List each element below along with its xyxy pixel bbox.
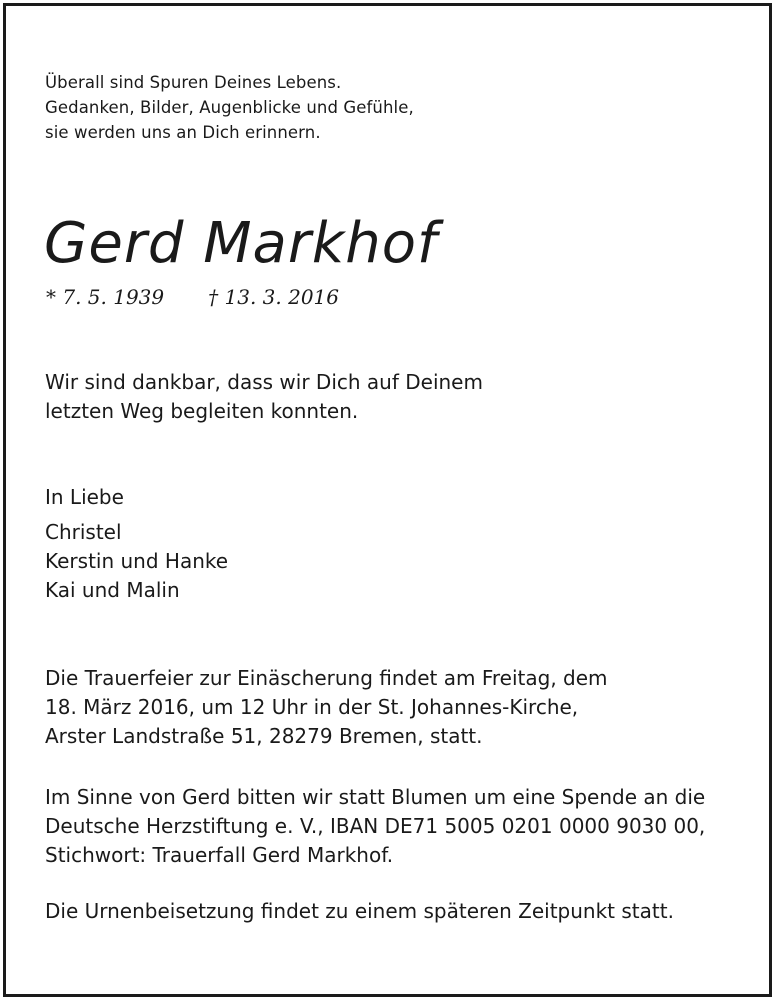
urn-text: Die Urnenbeisetzung findet zu einem späteren Zeitpunkt statt.: [45, 899, 674, 923]
urn-burial-info: [45, 897, 674, 926]
funeral-line: Die Trauerfeier zur Einäscherung findet am Freitag, dem: [45, 666, 608, 690]
thanks-line: letzten Weg begleiten konnten.: [45, 399, 359, 423]
verse-line: Gedanken, Bilder, Augenblicke und Gefühle,: [45, 98, 414, 117]
donation-line: Deutsche Herzstiftung e. V., IBAN DE71 5005 0201 0000 9030 00,: [45, 814, 706, 838]
donation-line: Stichwort: Trauerfall Gerd Markhof.: [45, 843, 394, 867]
deceased-name: Gerd Markhof: [44, 211, 438, 276]
family-member: Christel: [45, 520, 122, 544]
verse-line: sie werden uns an Dich erinnern.: [45, 123, 321, 142]
thanks-line: Wir sind dankbar, dass wir Dich auf Deinem: [45, 370, 483, 394]
funeral-info: [45, 664, 608, 751]
closing-text: In Liebe: [45, 485, 124, 509]
memorial-verse: [45, 70, 414, 145]
verse-line: Überall sind Spuren Deines Lebens.: [45, 73, 342, 92]
closing-phrase: [45, 483, 124, 512]
family-member: Kerstin und Hanke: [45, 549, 229, 573]
death-date: † 13. 3. 2016: [208, 285, 339, 309]
birth-date: * 7. 5. 1939: [46, 285, 165, 309]
funeral-line: Arster Landstraße 51, 28279 Bremen, statt.: [45, 724, 483, 748]
family-member: Kai und Malin: [45, 578, 180, 602]
donation-line: Im Sinne von Gerd bitten wir statt Blumen um eine Spende an die: [45, 785, 706, 809]
funeral-line: 18. März 2016, um 12 Uhr in der St. Johannes-Kirche,: [45, 695, 579, 719]
thanks-message: [45, 368, 483, 426]
family-signatures: [45, 518, 228, 605]
life-dates: [46, 283, 339, 311]
donation-info: [45, 783, 705, 870]
